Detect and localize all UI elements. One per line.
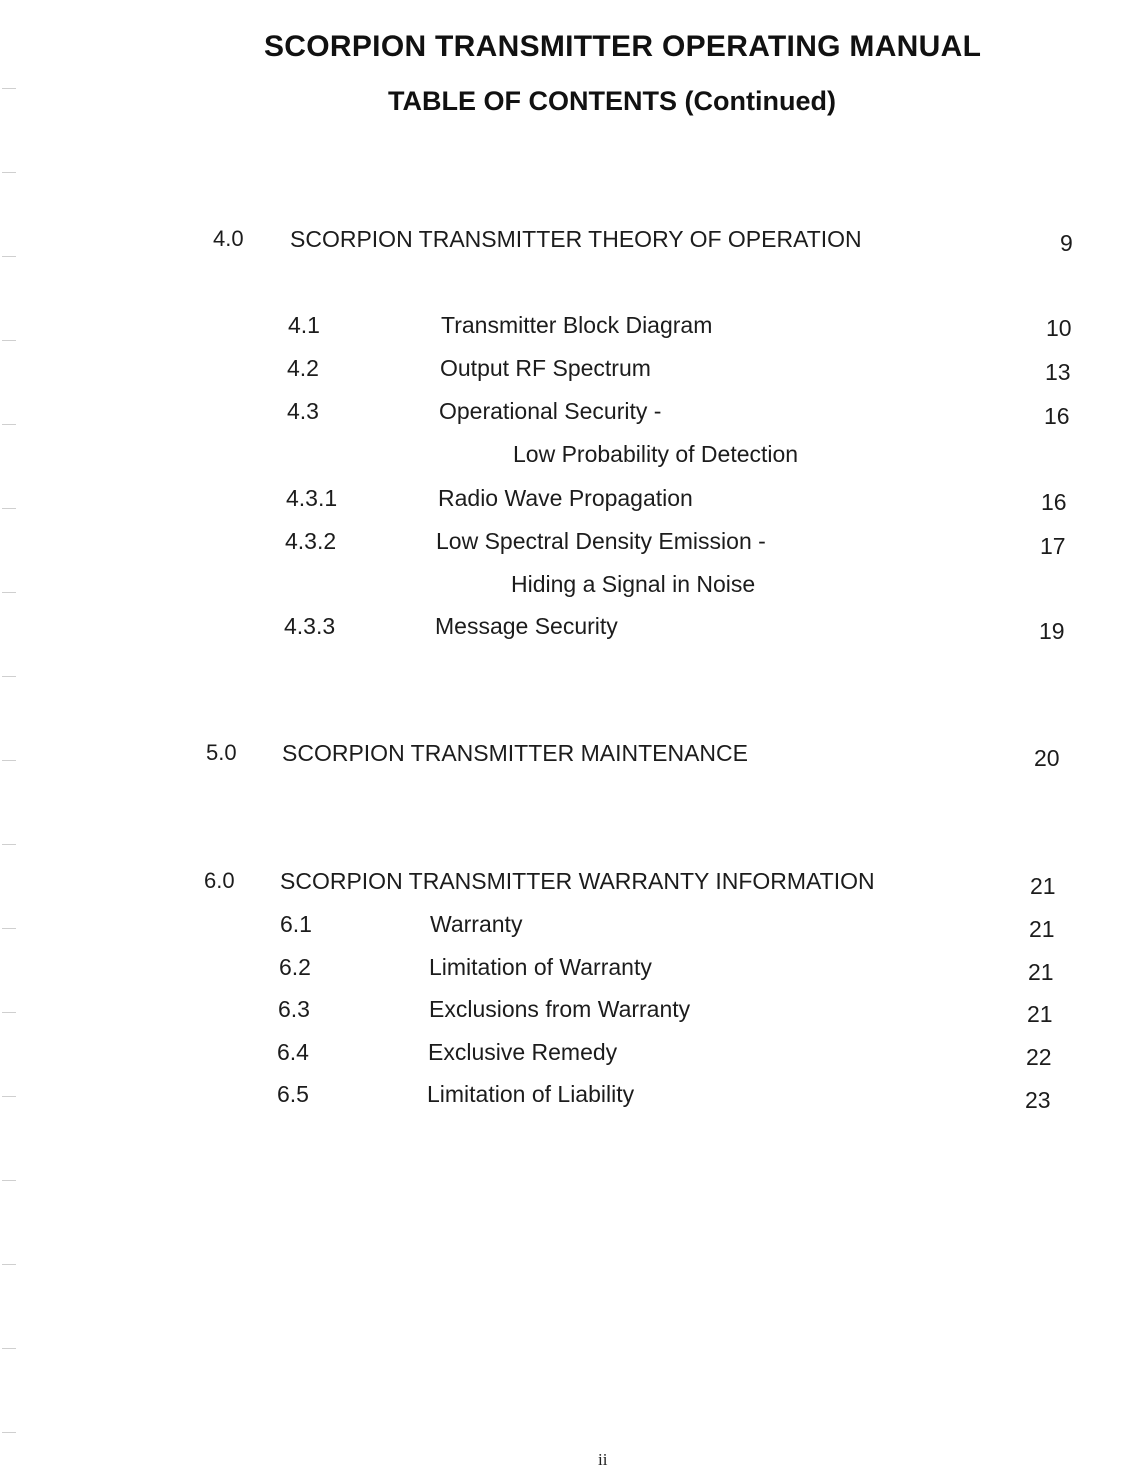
entry-page: 19 [1039,618,1065,644]
margin-tick [2,256,16,257]
entry-number: 4.1 [288,312,320,338]
entry-number: 4.3.3 [284,613,336,639]
entry-title: Transmitter Block Diagram [441,312,713,338]
entry-page: 10 [1046,315,1072,341]
entry-title-continuation: Hiding a Signal in Noise [511,571,756,597]
entry-page: 16 [1041,489,1067,515]
toc-section-5 [0,740,1146,770]
margin-tick [2,172,16,173]
toc-entry [0,1039,1146,1069]
margin-tick [2,1096,16,1097]
entry-title: Exclusions from Warranty [429,996,691,1022]
entry-number: 6.4 [277,1039,309,1065]
section-number: 4.0 [213,226,244,251]
page-footer-number: ii [598,1450,608,1469]
toc-entry [0,911,1146,941]
entry-page: 23 [1025,1087,1051,1113]
entry-number: 4.2 [287,355,319,381]
page-number: 9 [1060,230,1073,256]
toc-entry [0,485,1146,515]
page-title: SCORPION TRANSMITTER OPERATING MANUAL [264,30,982,63]
margin-tick [2,1432,16,1433]
entry-title: Output RF Spectrum [440,355,651,381]
toc-entry [0,954,1146,984]
margin-tick [2,844,16,845]
margin-tick [2,1348,16,1349]
toc-entry [0,355,1146,385]
section-title: SCORPION TRANSMITTER THEORY OF OPERATION [290,226,862,252]
entry-title: Limitation of Warranty [429,954,652,980]
margin-tick [2,760,16,761]
entry-page: 22 [1026,1044,1052,1070]
entry-title: Limitation of Liability [427,1081,635,1107]
entry-page: 21 [1027,1001,1053,1027]
page-number: 20 [1034,745,1060,771]
entry-number: 6.3 [278,996,310,1022]
entry-page: 21 [1028,959,1054,985]
toc-entry [0,312,1146,342]
margin-tick [2,676,16,677]
section-title: SCORPION TRANSMITTER WARRANTY INFORMATION [280,868,875,894]
entry-title: Exclusive Remedy [428,1039,618,1065]
entry-number: 4.3.1 [286,485,338,511]
entry-page: 13 [1045,359,1071,385]
toc-entry [0,398,1146,472]
margin-tick [2,508,16,509]
toc-section-6 [0,868,1146,898]
entry-page: 17 [1040,533,1066,559]
entry-title-continuation: Low Probability of Detection [513,441,799,467]
margin-tick [2,592,16,593]
entry-title: Warranty [430,911,523,937]
section-title: SCORPION TRANSMITTER MAINTENANCE [282,740,748,766]
page-number: 21 [1030,873,1056,899]
section-number: 6.0 [204,868,235,893]
toc-section-4 [0,226,1146,256]
margin-tick [2,1264,16,1265]
margin-tick [2,340,16,341]
section-number: 5.0 [206,740,237,765]
entry-title: Message Security [435,613,618,639]
entry-number: 4.3 [287,398,319,424]
margin-tick [2,1180,16,1181]
entry-title: Radio Wave Propagation [438,485,693,511]
margin-tick [2,1012,16,1013]
entry-number: 4.3.2 [285,528,337,554]
entry-number: 6.1 [280,911,312,937]
toc-entry [0,1081,1146,1111]
margin-tick [2,88,16,89]
toc-entry [0,528,1146,602]
entry-title: Low Spectral Density Emission - [436,528,766,554]
entry-title: Operational Security - [439,398,662,424]
entry-page: 16 [1044,403,1070,429]
entry-number: 6.5 [277,1081,309,1107]
page-subtitle: TABLE OF CONTENTS (Continued) [388,86,836,116]
entry-page: 21 [1029,916,1055,942]
toc-entry [0,613,1146,643]
margin-tick [2,928,16,929]
entry-number: 6.2 [279,954,311,980]
toc-entry [0,996,1146,1026]
margin-tick [2,424,16,425]
